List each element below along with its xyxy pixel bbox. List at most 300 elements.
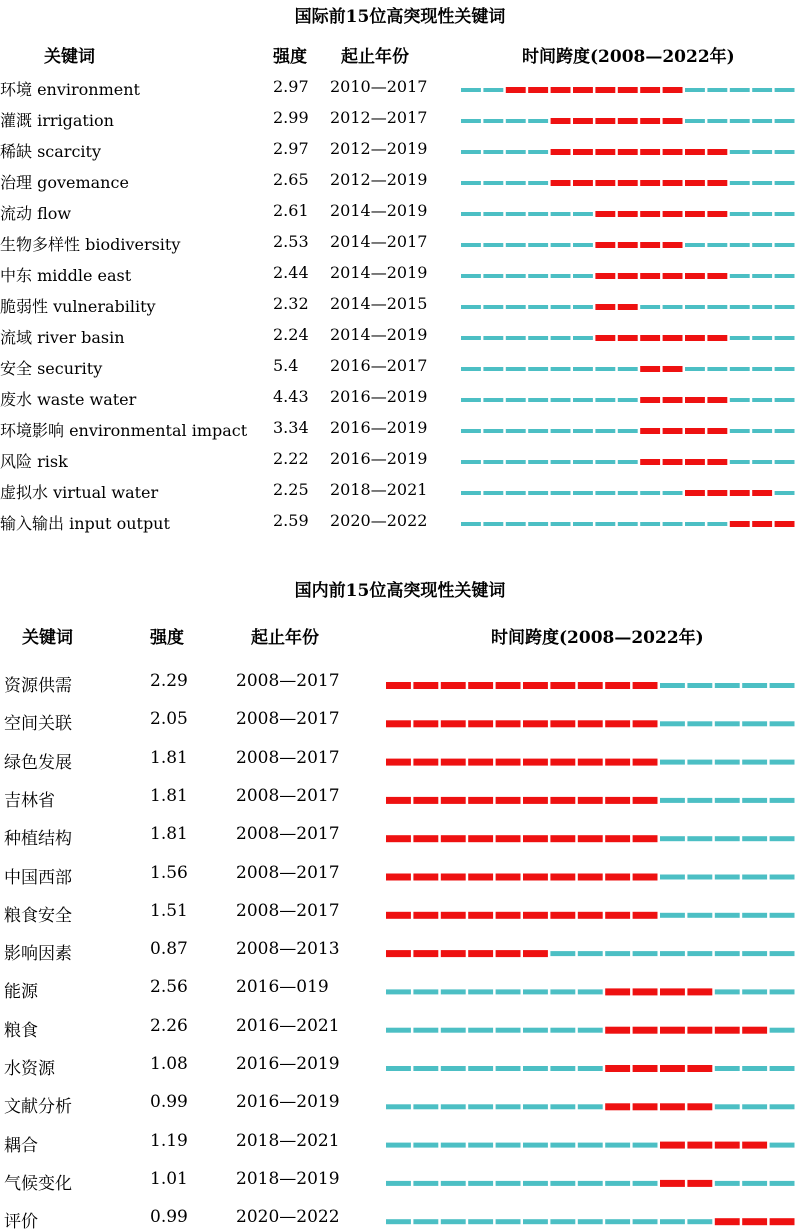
strength-cell: 2.22 (273, 449, 309, 468)
base-segment (770, 913, 795, 918)
base-segment (595, 522, 615, 526)
base-segment (605, 951, 630, 956)
base-segment (775, 243, 795, 247)
burst-segment (663, 242, 683, 248)
base-segment (730, 429, 750, 433)
base-segment (715, 1104, 740, 1109)
strength-cell: 4.43 (273, 387, 309, 406)
base-segment (528, 336, 548, 340)
burst-segment (578, 912, 603, 919)
years-cell: 2008—2013 (236, 939, 340, 960)
burst-segment (496, 797, 521, 804)
burst-segment (468, 682, 493, 689)
base-segment (573, 522, 593, 526)
burst-segment (663, 149, 683, 155)
burst-segment (633, 1065, 658, 1072)
years-cell: 2008—2017 (236, 747, 340, 768)
burst-segment (707, 490, 727, 496)
base-segment (528, 429, 548, 433)
base-segment (685, 243, 705, 247)
burst-segment (468, 759, 493, 766)
burst-timeline-row (386, 988, 795, 995)
base-segment (730, 88, 750, 92)
burst-timeline-row (386, 797, 795, 804)
burst-segment (551, 87, 571, 93)
burst-segment (523, 759, 548, 766)
base-segment (742, 760, 767, 765)
keyword-cell: 环境 environment (0, 80, 140, 99)
burst-segment (707, 180, 727, 186)
burst-segment (685, 397, 705, 403)
burst-segment (633, 874, 658, 881)
base-segment (573, 305, 593, 309)
base-segment (483, 150, 503, 154)
base-segment (573, 491, 593, 495)
keyword-cell: 灌溉 irrigation (0, 111, 114, 130)
years-cell: 2016—2019 (330, 387, 428, 406)
burst-timeline-row (461, 428, 795, 434)
base-segment (742, 951, 767, 956)
burst-segment (605, 682, 630, 689)
keyword-cell: 治理 govemance (0, 173, 129, 192)
base-segment (461, 243, 481, 247)
base-segment (752, 88, 772, 92)
burst-segment (640, 335, 660, 341)
burst-timeline-row (386, 682, 795, 689)
burst-segment (550, 874, 575, 881)
base-segment (551, 212, 571, 216)
base-segment (496, 1143, 521, 1148)
base-segment (770, 760, 795, 765)
header-span: 时间跨度(2008—2022年) (491, 628, 704, 648)
base-segment (715, 875, 740, 880)
years-cell: 2014—2017 (330, 232, 428, 251)
keyword-cell: 空间关联 (4, 714, 72, 735)
base-segment (528, 274, 548, 278)
base-segment (715, 836, 740, 841)
strength-cell: 1.51 (150, 900, 188, 921)
base-segment (483, 491, 503, 495)
base-segment (663, 522, 683, 526)
strength-cell: 2.29 (150, 671, 188, 691)
base-segment (483, 429, 503, 433)
base-segment (618, 460, 638, 464)
burst-timeline-row (461, 273, 795, 279)
base-segment (483, 88, 503, 92)
keyword-cell: 脆弱性 vulnerability (0, 297, 156, 316)
burst-segment (573, 87, 593, 93)
burst-segment (715, 1027, 740, 1034)
base-segment (618, 522, 638, 526)
strength-cell: 1.01 (150, 1168, 188, 1189)
burst-segment (660, 1142, 685, 1149)
years-cell: 2008—2017 (236, 709, 340, 730)
base-segment (551, 274, 571, 278)
burst-segment (633, 759, 658, 766)
years-cell: 2016—2019 (330, 449, 428, 468)
base-segment (551, 243, 571, 247)
base-segment (573, 274, 593, 278)
base-segment (550, 1181, 575, 1186)
burst-segment (578, 797, 603, 804)
strength-cell: 2.53 (273, 232, 309, 251)
years-cell: 2008—2017 (236, 824, 340, 845)
base-segment (528, 150, 548, 154)
base-segment (506, 274, 526, 278)
base-segment (685, 119, 705, 123)
years-cell: 2014—2019 (330, 325, 428, 344)
burst-segment (550, 912, 575, 919)
base-segment (578, 1028, 603, 1033)
burst-segment (663, 180, 683, 186)
base-segment (551, 460, 571, 464)
base-segment (752, 212, 772, 216)
strength-cell: 2.97 (273, 139, 309, 158)
burst-timeline-row (386, 1142, 795, 1149)
base-segment (715, 721, 740, 726)
base-segment (687, 913, 712, 918)
strength-cell: 2.25 (273, 480, 309, 499)
base-segment (528, 522, 548, 526)
burst-segment (605, 874, 630, 881)
years-cell: 2014—2015 (330, 294, 428, 313)
strength-cell: 1.08 (150, 1054, 188, 1074)
header-years: 起止年份 (341, 47, 409, 67)
base-segment (715, 913, 740, 918)
base-segment (775, 181, 795, 185)
base-segment (441, 1143, 466, 1148)
base-segment (496, 1104, 521, 1109)
burst-segment (687, 1065, 712, 1072)
burst-segment (578, 720, 603, 727)
base-segment (687, 836, 712, 841)
burst-segment (660, 988, 685, 995)
base-segment (386, 989, 411, 994)
base-segment (742, 1104, 767, 1109)
base-segment (496, 1181, 521, 1186)
burst-segment (685, 490, 705, 496)
burst-segment (386, 950, 411, 957)
base-segment (483, 212, 503, 216)
strength-cell: 2.59 (273, 511, 309, 530)
burst-segment (707, 149, 727, 155)
base-segment (483, 522, 503, 526)
keyword-cell: 评价 (4, 1212, 38, 1232)
base-segment (523, 1143, 548, 1148)
base-segment (386, 1066, 411, 1071)
burst-segment (523, 682, 548, 689)
burst-segment (595, 304, 615, 310)
base-segment (413, 1181, 438, 1186)
burst-segment (441, 874, 466, 881)
base-segment (523, 1181, 548, 1186)
base-segment (483, 274, 503, 278)
base-segment (770, 683, 795, 688)
burst-segment (752, 521, 772, 527)
base-segment (551, 522, 571, 526)
years-cell: 2016—2021 (236, 1015, 340, 1036)
burst-segment (528, 87, 548, 93)
base-segment (707, 119, 727, 123)
strength-cell: 2.56 (150, 977, 188, 998)
base-segment (551, 367, 571, 371)
base-segment (618, 429, 638, 433)
keyword-cell: 流域 river basin (0, 328, 125, 347)
burst-timeline-row (461, 87, 795, 93)
base-segment (578, 1181, 603, 1186)
burst-segment (707, 428, 727, 434)
burst-segment (742, 1027, 767, 1034)
base-segment (506, 460, 526, 464)
burst-segment (640, 397, 660, 403)
keyword-cell: 气候变化 (4, 1173, 72, 1194)
base-segment (707, 522, 727, 526)
base-segment (461, 522, 481, 526)
strength-cell: 2.65 (273, 170, 309, 189)
base-segment (752, 336, 772, 340)
years-cell: 2016—2017 (330, 356, 428, 375)
burst-segment (770, 1218, 795, 1225)
base-segment (528, 367, 548, 371)
base-segment (715, 1181, 740, 1186)
burst-segment (707, 211, 727, 217)
burst-segment (523, 835, 548, 842)
strength-cell: 2.97 (273, 77, 309, 96)
base-segment (550, 1028, 575, 1033)
burst-segment (595, 149, 615, 155)
burst-segment (595, 118, 615, 124)
base-segment (730, 181, 750, 185)
base-segment (386, 1143, 411, 1148)
burst-segment (413, 912, 438, 919)
keyword-cell: 耦合 (4, 1135, 38, 1156)
base-segment (441, 1104, 466, 1109)
strength-cell: 2.99 (273, 108, 309, 127)
burst-segment (685, 335, 705, 341)
base-segment (595, 429, 615, 433)
header-strength: 强度 (273, 47, 307, 67)
base-segment (528, 491, 548, 495)
burst-timeline-row (461, 211, 795, 217)
keyword-cell: 流动 flow (0, 204, 72, 223)
keyword-cell: 绿色发展 (4, 752, 72, 773)
strength-cell: 1.81 (150, 824, 188, 845)
burst-segment (413, 797, 438, 804)
burst-segment (685, 428, 705, 434)
burst-segment (685, 180, 705, 186)
burst-segment (633, 682, 658, 689)
base-segment (775, 429, 795, 433)
years-cell: 2008—2017 (236, 900, 340, 921)
burst-segment (742, 1218, 767, 1225)
base-segment (687, 760, 712, 765)
base-segment (523, 1066, 548, 1071)
base-segment (506, 243, 526, 247)
strength-cell: 2.32 (273, 294, 309, 313)
burst-segment (663, 366, 683, 372)
burst-segment (551, 180, 571, 186)
burst-segment (468, 912, 493, 919)
base-segment (640, 305, 660, 309)
burst-segment (550, 720, 575, 727)
burst-segment (523, 950, 548, 957)
burst-segment (660, 1065, 685, 1072)
burst-segment (687, 1142, 712, 1149)
base-segment (573, 212, 593, 216)
years-cell: 2008—2017 (236, 862, 340, 883)
base-segment (752, 119, 772, 123)
base-segment (468, 1028, 493, 1033)
base-segment (730, 398, 750, 402)
burst-segment (413, 720, 438, 727)
base-segment (742, 836, 767, 841)
base-segment (483, 243, 503, 247)
burst-segment (663, 87, 683, 93)
burst-timeline-row (386, 1218, 795, 1225)
burst-segment (663, 397, 683, 403)
base-segment (506, 522, 526, 526)
base-segment (770, 798, 795, 803)
burst-timeline-row (386, 1103, 795, 1110)
base-segment (752, 429, 772, 433)
base-segment (528, 398, 548, 402)
base-segment (730, 367, 750, 371)
burst-segment (595, 273, 615, 279)
burst-segment (386, 912, 411, 919)
base-segment (730, 150, 750, 154)
header-span: 时间跨度(2008—2022年) (522, 47, 735, 67)
burst-segment (496, 835, 521, 842)
burst-segment (386, 720, 411, 727)
burst-segment (618, 211, 638, 217)
base-segment (730, 305, 750, 309)
burst-segment (413, 950, 438, 957)
base-segment (441, 989, 466, 994)
base-segment (551, 429, 571, 433)
base-segment (468, 1066, 493, 1071)
base-segment (461, 491, 481, 495)
base-segment (595, 398, 615, 402)
burst-segment (441, 912, 466, 919)
base-segment (752, 305, 772, 309)
base-segment (523, 1028, 548, 1033)
base-segment (640, 522, 660, 526)
burst-segment (633, 912, 658, 919)
base-segment (770, 951, 795, 956)
base-segment (595, 367, 615, 371)
burst-segment (386, 759, 411, 766)
burst-segment (687, 988, 712, 995)
base-segment (775, 88, 795, 92)
burst-segment (595, 242, 615, 248)
burst-timeline-row (461, 180, 795, 186)
base-segment (578, 989, 603, 994)
burst-segment (550, 835, 575, 842)
base-segment (687, 721, 712, 726)
burst-segment (551, 149, 571, 155)
base-segment (506, 491, 526, 495)
keyword-cell: 风险 risk (0, 452, 68, 471)
burst-segment (663, 459, 683, 465)
strength-cell: 0.99 (150, 1207, 188, 1228)
base-segment (578, 951, 603, 956)
base-segment (506, 181, 526, 185)
burst-segment (687, 1103, 712, 1110)
header-keyword: 关键词 (22, 628, 73, 648)
keyword-cell: 生物多样性 biodiversity (0, 235, 181, 254)
strength-cell: 2.61 (273, 201, 309, 220)
base-segment (413, 1066, 438, 1071)
base-segment (660, 875, 685, 880)
burst-segment (640, 242, 660, 248)
base-segment (752, 367, 772, 371)
burst-segment (496, 759, 521, 766)
base-segment (550, 1219, 575, 1224)
burst-segment (496, 720, 521, 727)
base-segment (770, 721, 795, 726)
base-segment (461, 212, 481, 216)
base-segment (742, 913, 767, 918)
base-segment (551, 491, 571, 495)
chart-title: 国内前15位高突现性关键词 (294, 581, 506, 601)
burst-segment (468, 720, 493, 727)
strength-cell: 1.56 (150, 862, 188, 883)
burst-timeline-row (461, 459, 795, 465)
base-segment (550, 1143, 575, 1148)
burst-segment (633, 988, 658, 995)
base-segment (752, 181, 772, 185)
burst-segment (605, 720, 630, 727)
burst-segment (605, 1103, 630, 1110)
burst-timeline-row (386, 759, 795, 766)
base-segment (413, 989, 438, 994)
keyword-cell: 输入输出 input output (0, 514, 170, 533)
burst-segment (578, 835, 603, 842)
base-segment (578, 1066, 603, 1071)
base-segment (730, 460, 750, 464)
base-segment (730, 243, 750, 247)
burst-segment (742, 1142, 767, 1149)
burst-segment (506, 87, 526, 93)
base-segment (685, 367, 705, 371)
base-segment (715, 989, 740, 994)
base-segment (715, 683, 740, 688)
header-strength: 强度 (150, 628, 184, 648)
base-segment (633, 1143, 658, 1148)
burst-segment (618, 273, 638, 279)
burst-segment (386, 835, 411, 842)
burst-segment (687, 1180, 712, 1187)
burst-segment (663, 428, 683, 434)
base-segment (523, 989, 548, 994)
base-segment (605, 1181, 630, 1186)
base-segment (770, 836, 795, 841)
base-segment (578, 1219, 603, 1224)
base-segment (640, 491, 660, 495)
burst-segment (687, 1027, 712, 1034)
base-segment (742, 683, 767, 688)
burst-segment (633, 835, 658, 842)
base-segment (707, 305, 727, 309)
base-segment (461, 336, 481, 340)
burst-segment (550, 797, 575, 804)
base-segment (687, 683, 712, 688)
base-segment (770, 875, 795, 880)
base-segment (483, 367, 503, 371)
base-segment (742, 875, 767, 880)
base-segment (752, 460, 772, 464)
burst-timeline-row (461, 149, 795, 155)
